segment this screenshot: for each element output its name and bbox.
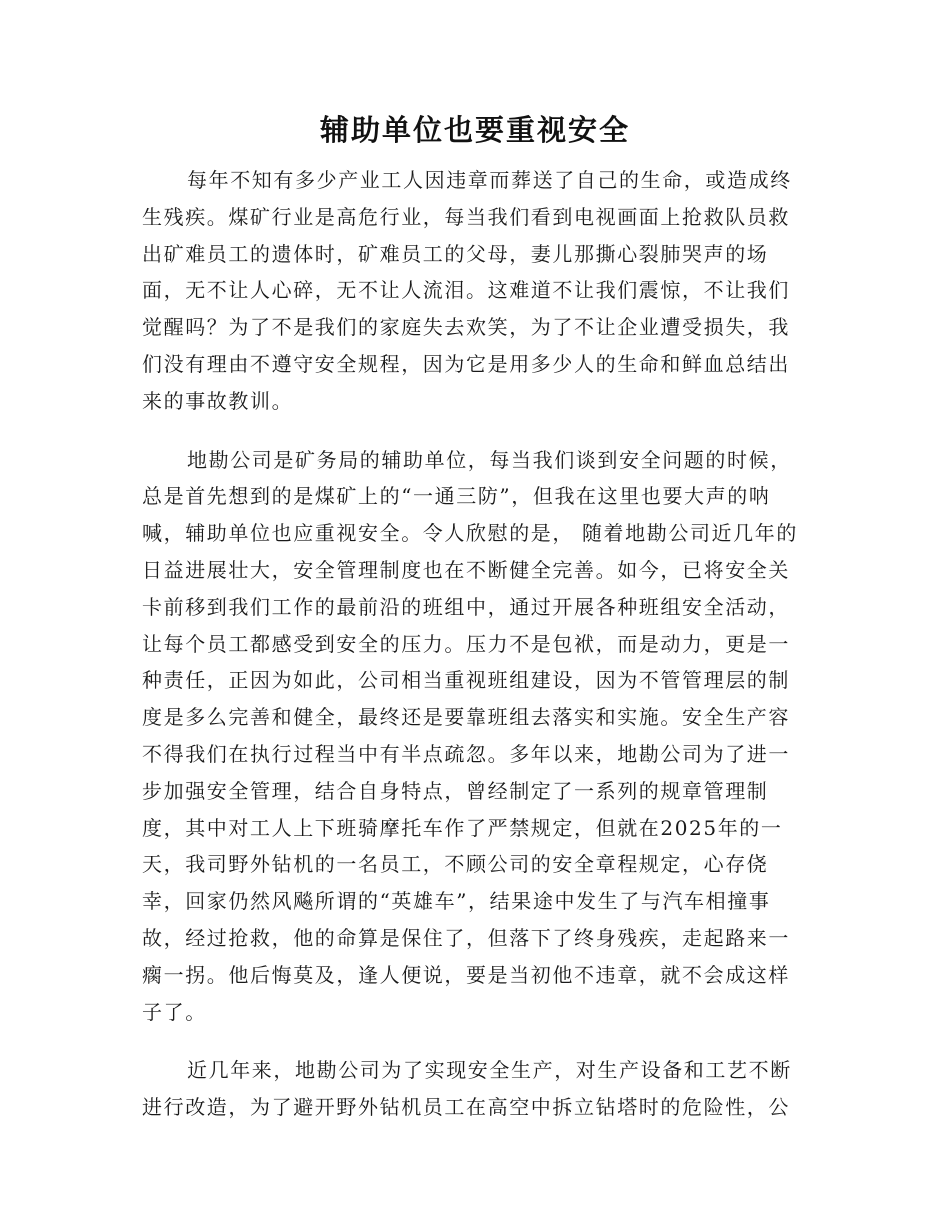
text-line: 卡前移到我们工作的最前沿的班组中，通过开展各种班组安全活动，	[142, 594, 790, 619]
paragraph	[142, 1052, 808, 1126]
text-line: 觉醒吗？为了不是我们的家庭失去欢笑，为了不让企业遭受损失，我	[142, 315, 790, 340]
text-line: 瘸一拐。他后悔莫及，逢人便说，要是当初他不违章，就不会成这样	[142, 962, 790, 987]
text-line: 每年不知有多少产业工人因违章而葬送了自己的生命，或造成终	[187, 168, 792, 192]
paragraph	[142, 442, 808, 1031]
text-line: 子了。	[142, 999, 207, 1024]
document-body	[142, 162, 808, 1148]
paragraph	[142, 162, 808, 420]
text-line: 喊，辅助单位也应重视安全。令人欣慰的是， 随着地勘公司近几年的	[142, 521, 798, 546]
text-line: 来的事故教训。	[142, 388, 294, 413]
text-line: 故，经过抢救，他的命算是保住了，但落下了终身残疾，走起路来一	[142, 925, 790, 950]
text-line: 总是首先想到的是煤矿上的“一通三防”，但我在这里也要大声的呐	[142, 484, 771, 509]
text-line: 出矿难员工的遗体时，矿难员工的父母，妻儿那撕心裂肺哭声的场	[142, 241, 769, 266]
text-line: 日益进展壮大，安全管理制度也在不断健全完善。如今，已将安全关	[142, 557, 790, 582]
document-title: 辅助单位也要重视安全	[319, 113, 630, 147]
text-line: 种责任，正因为如此，公司相当重视班组建设，因为不管管理层的制	[142, 668, 790, 693]
text-line: 面，无不让人心碎，无不让人流泪。这难道不让我们震惊，不让我们	[142, 278, 790, 303]
text-line: 天，我司野外钻机的一名员工，不顾公司的安全章程规定，心存侥	[142, 852, 769, 877]
text-line: 生残疾。煤矿行业是高危行业，每当我们看到电视画面上抢救队员救	[142, 204, 790, 229]
text-line: 度是多么完善和健全，最终还是要靠班组去落实和实施。安全生产容	[142, 705, 790, 730]
text-line: 让每个员工都感受到安全的压力。压力不是包袱，而是动力，更是一	[142, 631, 790, 656]
text-line: 近几年来，地勘公司为了实现安全生产，对生产设备和工艺不断	[187, 1058, 792, 1083]
text-line: 们没有理由不遵守安全规程，因为它是用多少人的生命和鲜血总结出	[142, 351, 790, 376]
text-line: 进行改造，为了避开野外钻机员工在高空中拆立钻塔时的危险性，公	[142, 1095, 790, 1120]
text-line: 幸，回家仍然风飚所谓的“英雄车”，结果途中发生了与汽车相撞事	[142, 889, 771, 914]
text-line: 度，其中对工人上下班骑摩托车作了严禁规定，但就在2025年的一	[142, 815, 783, 840]
text-line: 步加强安全管理，结合自身特点，曾经制定了一系列的规章管理制	[142, 778, 769, 803]
text-line: 地勘公司是矿务局的辅助单位，每当我们谈到安全问题的时候，	[187, 447, 792, 472]
text-line: 不得我们在执行过程当中有半点疏忽。多年以来，地勘公司为了进一	[142, 741, 790, 766]
